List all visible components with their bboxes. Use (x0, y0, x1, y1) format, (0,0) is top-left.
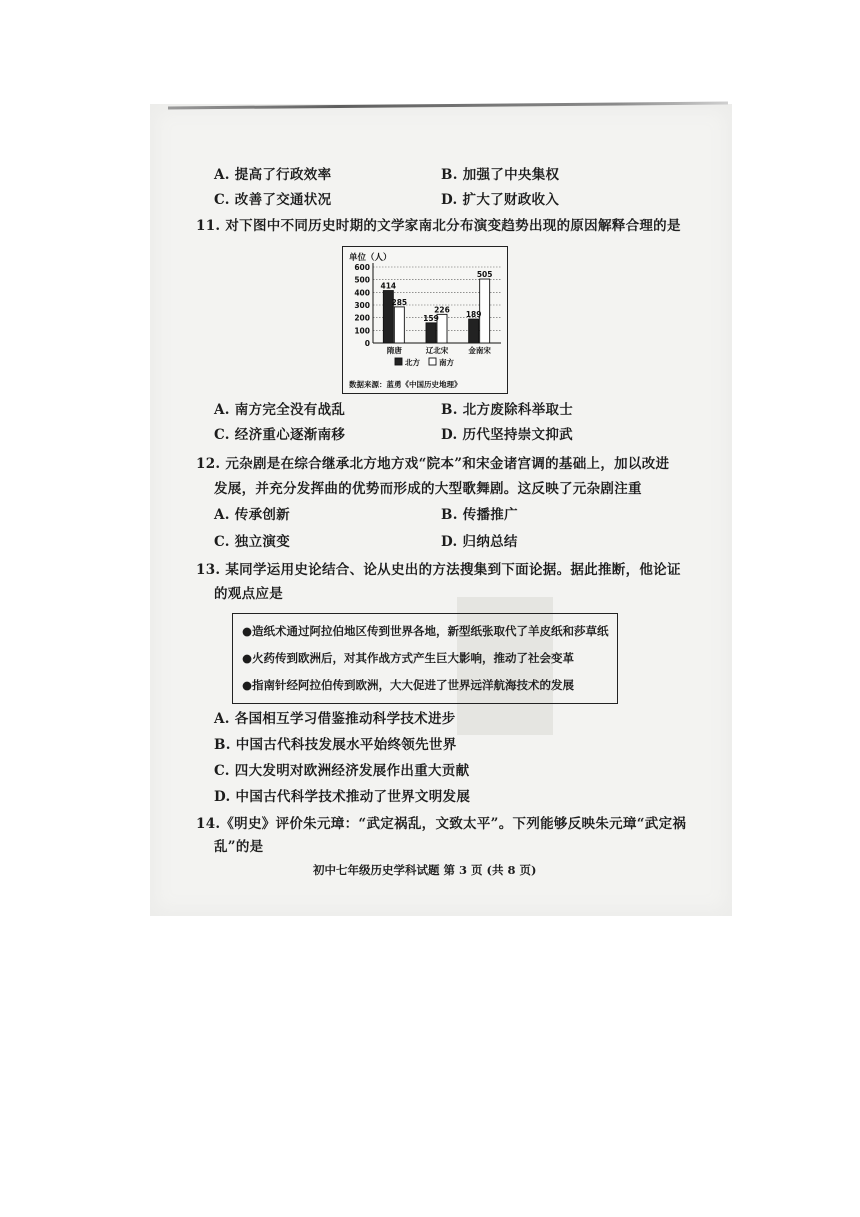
x-tick-label: 隋唐 (386, 346, 402, 355)
evidence-box (232, 613, 618, 704)
x-tick-label: 辽北宋 (425, 346, 449, 355)
bar-辽北宋-北方 (426, 323, 436, 343)
bar-value-label: 189 (465, 310, 482, 320)
y-tick-label: 200 (354, 313, 370, 323)
q13-stem-line1: 13. 某同学运用史论结合、论从史出的方法搜集到下面论据。据此推断，他论证 (196, 562, 681, 578)
bar-value-label: 159 (423, 313, 439, 323)
bar-chart-svg (343, 247, 506, 392)
y-tick-label: 500 (354, 275, 370, 285)
q14-stem-line2: 乱”的是 (214, 839, 264, 855)
q11-option-a: A. 南方完全没有战乱 (214, 402, 346, 418)
y-tick-label: 600 (354, 263, 370, 272)
chart-source: 数据来源：蓝勇《中国历史地理》 (349, 380, 462, 389)
legend-label: 北方 (405, 358, 420, 367)
q12-option-c: C. 独立演变 (214, 534, 291, 550)
q12-option-d: D. 归纳总结 (441, 534, 518, 550)
q12-option-a: A. 传承创新 (214, 507, 290, 523)
y-tick-label: 400 (354, 288, 370, 298)
bar-隋唐-南方 (394, 307, 404, 343)
q13-option-b: B. 中国古代科技发展水平始终领先世界 (214, 737, 457, 753)
y-tick-label: 300 (354, 301, 370, 310)
x-tick-label: 金南宋 (468, 346, 491, 355)
q10-option-b: B. 加强了中央集权 (441, 167, 560, 183)
q11-option-d: D. 历代坚持崇文抑武 (441, 427, 573, 443)
bar-value-label: 505 (476, 270, 493, 280)
q11-option-c: C. 经济重心逐渐南移 (214, 427, 346, 443)
bar-value-label: 226 (434, 305, 450, 315)
q10-option-a: A. 提高了行政效率 (214, 167, 332, 183)
q13-option-c: C. 四大发明对欧洲经济发展作出重大贡献 (214, 763, 470, 779)
q10-option-d: D. 扩大了财政收入 (441, 192, 560, 208)
y-tick-label: 0 (364, 339, 370, 348)
evidence-compass: ●指南针经阿拉伯传到欧洲，大大促进了世界远洋航海技术的发展 (242, 678, 575, 692)
legend-label: 南方 (439, 358, 454, 367)
evidence-gunpowder: ●火药传到欧洲后，对其作战方式产生巨大影响，推动了社会变革 (242, 651, 575, 665)
q12-stem-line2: 发展，并充分发挥曲的优势而形成的大型歌舞剧。这反映了元杂剧注重 (214, 481, 642, 497)
literati-distribution-chart (342, 246, 508, 394)
q12-stem-line1: 12. 元杂剧是在综合继承北方地方戏“院本”和宋金诸宫调的基础上，加以改进 (196, 456, 670, 472)
q13-stem-line2: 的观点应是 (214, 586, 283, 602)
q10-option-c: C. 改善了交通状况 (214, 192, 332, 208)
q11-stem: 11. 对下图中不同历史时期的文学家南北分布演变趋势出现的原因解释合理的是 (196, 218, 681, 234)
bar-value-label: 414 (380, 281, 397, 291)
q13-option-a: A. 各国相互学习借鉴推动科学技术进步 (214, 711, 456, 727)
legend-swatch-南方 (429, 358, 436, 365)
y-tick-label: 100 (354, 326, 370, 336)
evidence-paper: ●造纸术通过阿拉伯地区传到世界各地，新型纸张取代了羊皮纸和莎草纸 (242, 624, 609, 638)
bar-value-label: 285 (391, 297, 408, 307)
y-axis-label: 单位（人） (349, 253, 392, 263)
q14-stem-line1: 14.《明史》评价朱元璋：“武定祸乱，文致太平”。下列能够反映朱元璋“武定祸 (196, 816, 687, 832)
q13-option-d: D. 中国古代科学技术推动了世界文明发展 (214, 789, 471, 805)
legend-swatch-北方 (395, 358, 402, 365)
q12-option-b: B. 传播推广 (441, 507, 518, 523)
bar-金南宋-北方 (469, 319, 479, 343)
page-footer: 初中七年级历史学科试题 第 3 页 (共 8 页) (313, 863, 537, 877)
q11-option-b: B. 北方废除科举取士 (441, 402, 574, 418)
